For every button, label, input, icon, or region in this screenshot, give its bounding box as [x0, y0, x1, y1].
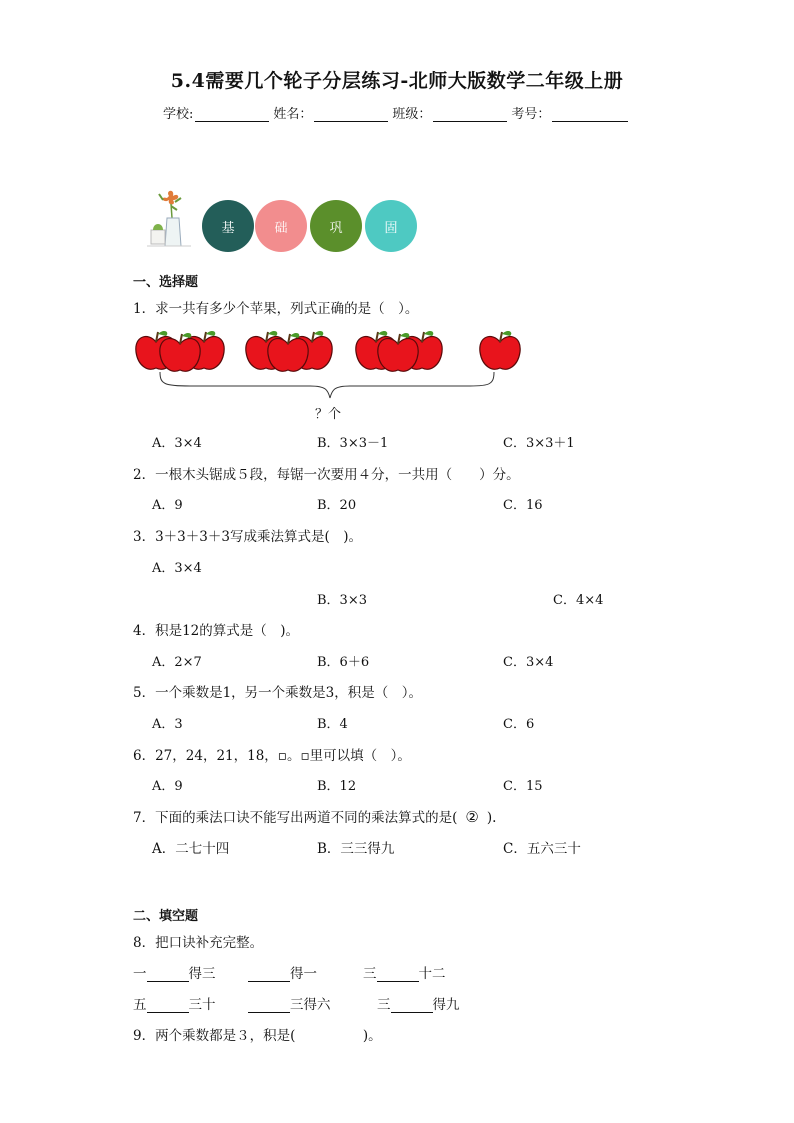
q3-option-c[interactable]: C．4×4 — [553, 593, 604, 608]
name-label: 姓名： — [273, 107, 313, 122]
q7-option-c[interactable]: C．五六三十 — [503, 841, 581, 857]
q8-item-2: 得一 — [248, 962, 317, 982]
q5-option-c[interactable]: C．6 — [503, 717, 535, 732]
apple-group-2-icon — [246, 331, 332, 371]
q8-blank-4[interactable] — [147, 998, 189, 1013]
q2-option-c[interactable]: C．16 — [503, 498, 543, 513]
q1-option-c[interactable]: C．3×3＋1 — [503, 436, 575, 451]
student-info-line — [163, 103, 632, 122]
question-5-text: 5．一个乘数是1，另一个乘数是3，积是（ ）。 — [133, 685, 423, 701]
q7-option-a[interactable]: A．二七十四 — [152, 841, 230, 857]
question-7-text-post: ). — [486, 810, 497, 826]
question-1-text: 1．求一共有多少个苹果，列式正确的是（ ）。 — [133, 301, 419, 317]
question-2-text: 2．一根木头锯成５段，每锯一次要用４分，一共用（ ）分。 — [133, 467, 520, 483]
section-fill-title: 二、填空题 — [133, 909, 199, 924]
q6-option-b[interactable]: B．12 — [317, 779, 357, 794]
q3-option-a[interactable]: A．3×4 — [152, 561, 202, 576]
q8-item-4: 五 三十 — [133, 997, 216, 1013]
question-9-text: 9．两个乘数都是３，积是( )。 — [133, 1028, 382, 1044]
q2-option-b[interactable]: B．20 — [317, 498, 357, 513]
q3-option-b[interactable]: B．3×3 — [317, 593, 367, 608]
q1-option-a[interactable]: A．3×4 — [152, 436, 202, 451]
q5-option-b[interactable]: B．4 — [317, 717, 348, 732]
banner-circle-2: 础 — [255, 200, 307, 252]
q8-item-5: 三得六 — [248, 993, 331, 1013]
q8-blank-5[interactable] — [248, 998, 290, 1013]
q8-blank-6[interactable] — [391, 998, 433, 1013]
class-blank[interactable] — [433, 107, 507, 122]
apples-diagram — [130, 322, 530, 402]
school-blank[interactable] — [195, 107, 269, 122]
q4-option-a[interactable]: A．2×7 — [152, 655, 202, 670]
single-apple-icon — [480, 331, 520, 369]
circled-answer: ② — [465, 808, 479, 826]
q8-item-3: 三 十二 — [363, 966, 446, 982]
q8-item-1: 一 得三 — [133, 966, 216, 982]
q6-option-c[interactable]: C．15 — [503, 779, 543, 794]
q7-option-b[interactable]: B．三三得九 — [317, 841, 395, 857]
question-7-text — [133, 806, 496, 826]
question-8-text: 8．把口诀补充完整。 — [133, 935, 264, 951]
page-title: 5.4需要几个轮子分层练习-北师大版数学二年级上册 — [170, 70, 624, 92]
q2-option-a[interactable]: A．9 — [152, 498, 183, 513]
q8-blank-3[interactable] — [377, 967, 419, 982]
name-blank[interactable] — [314, 107, 388, 122]
banner-circle-4: 固 — [365, 200, 417, 252]
q4-option-c[interactable]: C．3×4 — [503, 655, 554, 670]
q5-option-a[interactable]: A．3 — [152, 717, 183, 732]
q8-blank-1[interactable] — [147, 967, 189, 982]
class-label: 班级： — [392, 107, 432, 122]
vase-plant-icon — [145, 186, 193, 252]
banner-circle-3: 巩 — [310, 200, 362, 252]
apple-group-1-icon — [136, 331, 224, 371]
q8-blank-2[interactable] — [248, 967, 290, 982]
question-7-text-pre: 7．下面的乘法口诀不能写出两道不同的乘法算式的是( — [133, 810, 458, 826]
diagram-label: ？个 — [315, 407, 342, 422]
question-3-text: 3．3＋3＋3＋3写成乘法算式是( )。 — [133, 529, 362, 545]
section-choice-title: 一、选择题 — [133, 275, 199, 290]
apple-group-3-icon — [356, 331, 442, 371]
question-6-text: 6．27，24，21，18，▫。▫里可以填（ ）。 — [133, 748, 411, 764]
q1-option-b[interactable]: B．3×3－1 — [317, 436, 389, 451]
q4-option-b[interactable]: B．6＋6 — [317, 655, 370, 670]
school-label: 学校: — [163, 107, 194, 122]
banner-circle-1: 基 — [202, 200, 254, 252]
question-4-text: 4．积是12的算式是（ )。 — [133, 623, 300, 639]
q8-item-6: 三 得九 — [377, 997, 460, 1013]
q6-option-a[interactable]: A．9 — [152, 779, 183, 794]
exam-number-blank[interactable] — [552, 107, 628, 122]
exam-number-label: 考号： — [511, 107, 551, 122]
